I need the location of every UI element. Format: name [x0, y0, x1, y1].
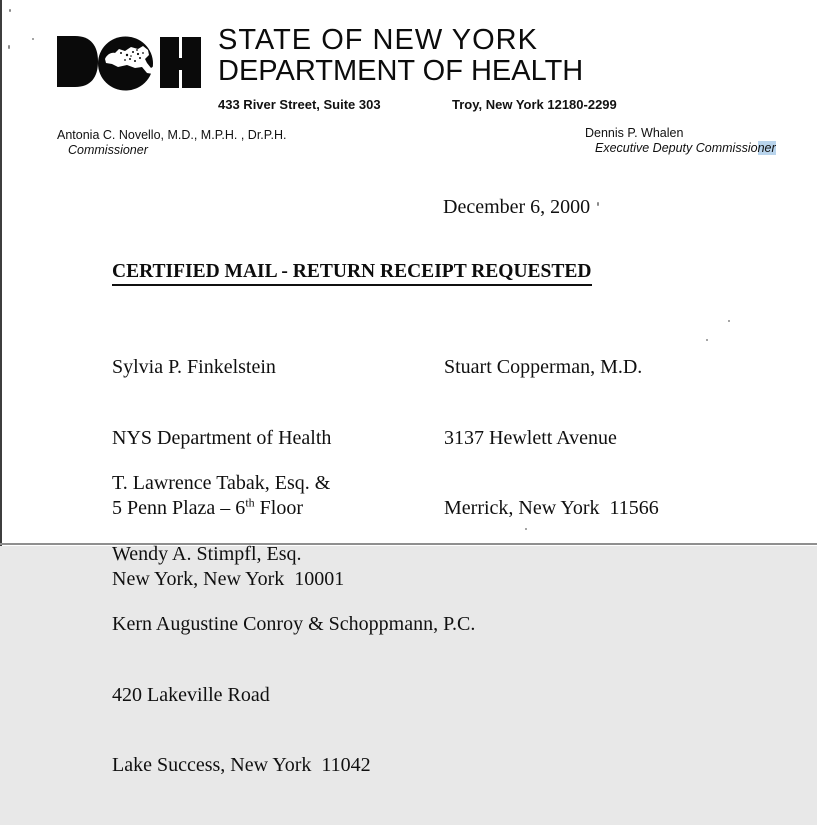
recipient-counsel-line3: Kern Augustine Conroy & Schoppmann, P.C. [112, 613, 476, 635]
recipient-primary-line3-post: Floor [254, 497, 303, 519]
scan-speck [8, 45, 10, 49]
recipient-counsel-line5: Lake Success, New York 11042 [112, 754, 371, 776]
recipient-secondary-line2: 3137 Hewlett Avenue [444, 426, 617, 449]
letterhead-city-address: Troy, New York 12180-2299 [452, 97, 617, 112]
recipient-secondary-address [444, 309, 659, 568]
letter-date: December 6, 2000 [443, 196, 591, 218]
doh-logo [55, 33, 207, 95]
scan-speck [728, 320, 730, 322]
recipient-counsel-address [112, 425, 475, 825]
agency-name-line2: DEPARTMENT OF HEALTH [218, 55, 584, 87]
scan-speck [32, 38, 34, 40]
recipient-primary-line4: New York, New York 10001 [112, 567, 345, 590]
subject-line-wrap [112, 261, 592, 286]
doh-logo-graphic [55, 33, 207, 95]
scan-edge-left [0, 0, 2, 546]
agency-name-line1: STATE OF NEW YORK [218, 24, 538, 56]
recipient-secondary-line3: Merrick, New York 11566 [444, 497, 659, 519]
deputy-commissioner-name: Dennis P. Whalen [585, 126, 684, 140]
recipient-secondary-line1: Stuart Copperman, M.D. [444, 356, 643, 378]
recipient-primary-line3-ordinal: th [245, 495, 255, 510]
recipient-counsel-line1: T. Lawrence Tabak, Esq. & [112, 472, 331, 494]
recipient-primary-line2: NYS Department of Health [112, 426, 332, 449]
recipient-counsel-line2: Wendy A. Stimpfl, Esq. [112, 542, 302, 565]
commissioner-name: Antonia C. Novello, M.D., M.P.H. , Dr.P.H. [57, 128, 287, 142]
logo-letter-h [160, 37, 201, 88]
recipient-primary-line1: Sylvia P. Finkelstein [112, 356, 276, 378]
recipient-counsel-line4: 420 Lakeville Road [112, 683, 270, 706]
scan-speck [706, 339, 708, 341]
agency-name [218, 25, 583, 87]
scan-speck [9, 9, 11, 12]
deputy-title-text: Executive Deputy Commissio [595, 141, 758, 155]
commissioner-title: Commissioner [68, 143, 148, 157]
letterhead-street-address: 433 River Street, Suite 303 [218, 97, 381, 112]
scan-speck [597, 202, 599, 206]
logo-letter-d [57, 36, 98, 87]
deputy-commissioner-title [595, 141, 776, 155]
recipient-primary-line3-pre: 5 Penn Plaza – 6 [112, 497, 246, 519]
deputy-title-scan-highlight: ner [757, 141, 776, 155]
subject-line: CERTIFIED MAIL - RETURN RECEIPT REQUESTED [112, 261, 592, 286]
